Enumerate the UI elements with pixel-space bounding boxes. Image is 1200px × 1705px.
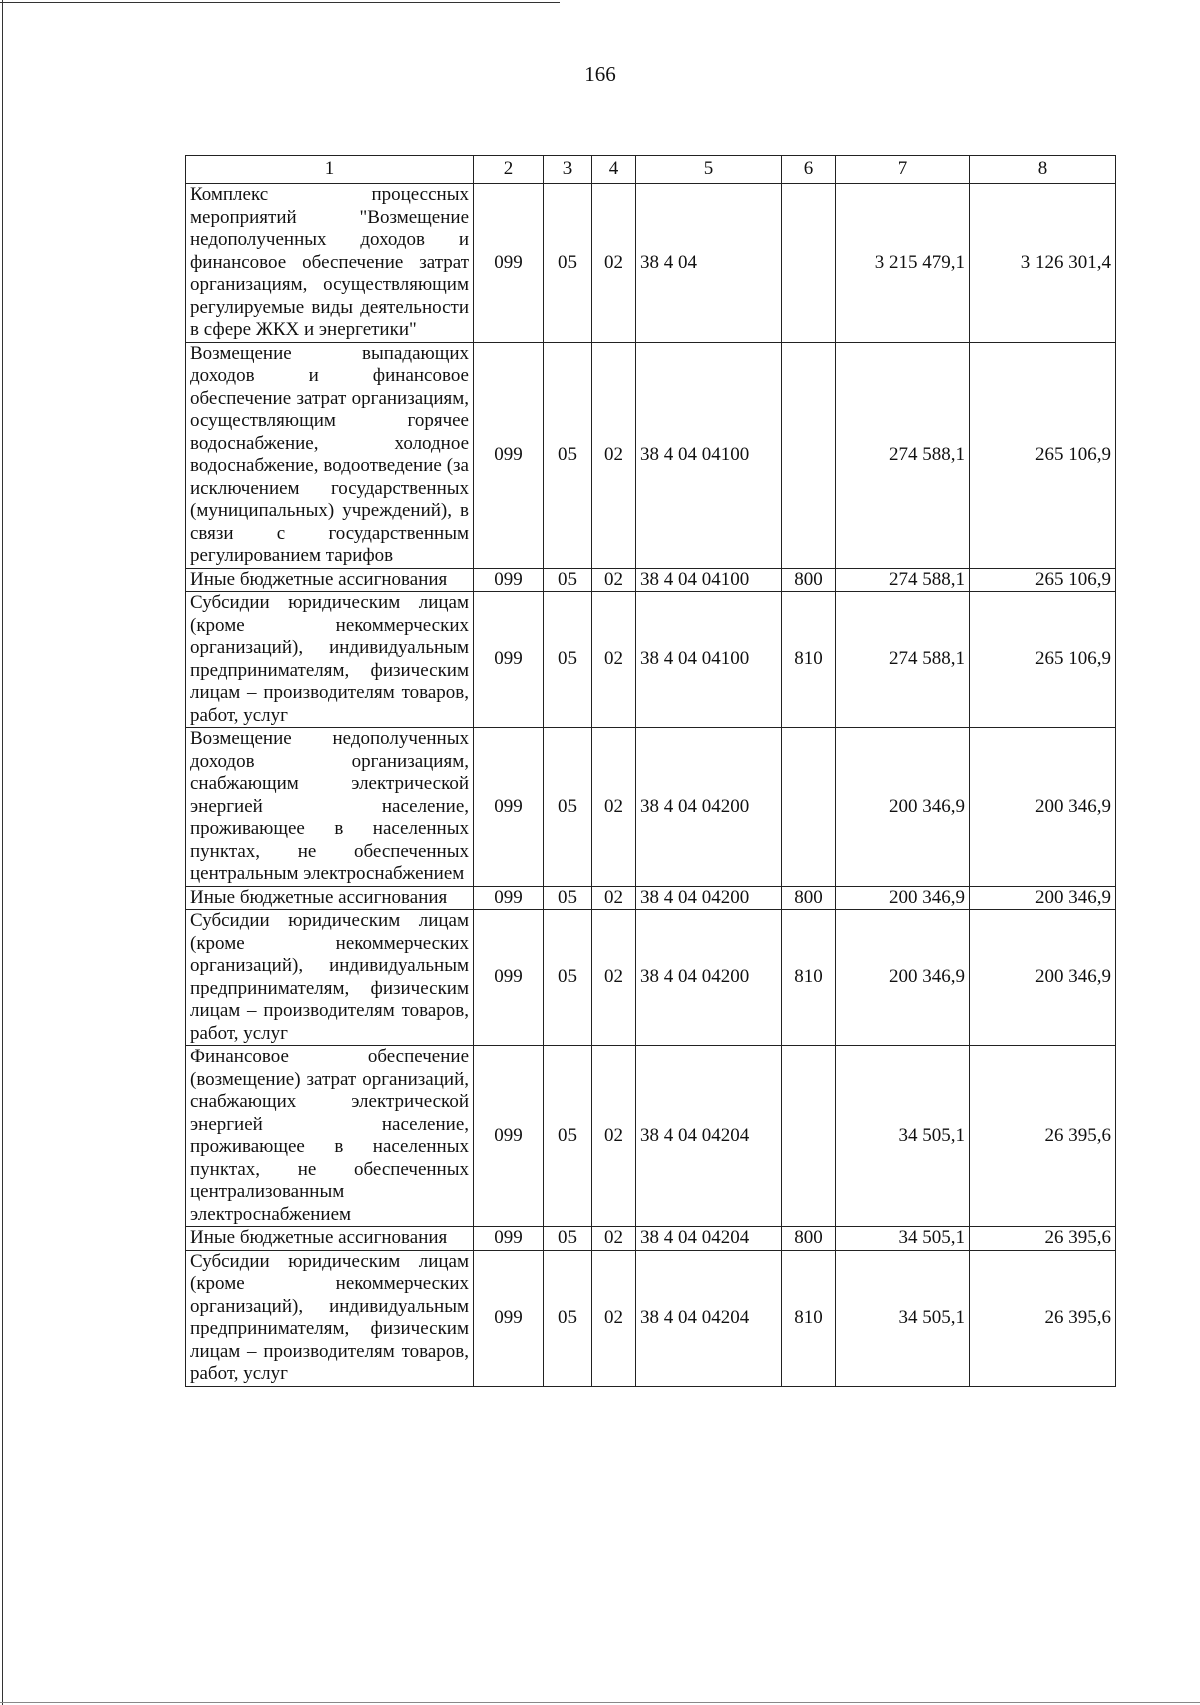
amount-col-7: 200 346,9 — [836, 728, 970, 887]
amount-col-7: 274 588,1 — [836, 592, 970, 728]
ministry-code: 099 — [474, 886, 544, 910]
subsection-code: 02 — [592, 342, 636, 568]
scan-edge-left — [2, 0, 3, 1705]
row-name: Иные бюджетные ассигнования — [186, 568, 474, 592]
amount-col-8: 200 346,9 — [970, 728, 1116, 887]
subsection-code: 02 — [592, 1250, 636, 1386]
target-article-code: 38 4 04 04204 — [636, 1227, 782, 1251]
amount-col-7: 274 588,1 — [836, 568, 970, 592]
target-article-code: 38 4 04 04204 — [636, 1250, 782, 1386]
amount-col-7: 3 215 479,1 — [836, 184, 970, 343]
section-code: 05 — [544, 1227, 592, 1251]
amount-col-7: 200 346,9 — [836, 910, 970, 1046]
table-row — [186, 728, 1116, 887]
section-code: 05 — [544, 592, 592, 728]
header-cell: 7 — [836, 156, 970, 184]
expense-type-code: 800 — [782, 886, 836, 910]
header-cell: 8 — [970, 156, 1116, 184]
amount-col-8: 26 395,6 — [970, 1046, 1116, 1227]
section-code: 05 — [544, 1046, 592, 1227]
subsection-code: 02 — [592, 568, 636, 592]
section-code: 05 — [544, 342, 592, 568]
section-code: 05 — [544, 910, 592, 1046]
amount-col-7: 274 588,1 — [836, 342, 970, 568]
amount-col-8: 26 395,6 — [970, 1227, 1116, 1251]
budget-table — [185, 155, 1116, 1387]
row-name: Субсидии юридическим лицам (кроме некоммерческих организаций), индивидуальным предпринимателям, физическим лицам – производителям товаров, работ, услуг — [186, 592, 474, 728]
table-row — [186, 592, 1116, 728]
row-name: Комплекс процессных мероприятий "Возмещение недополученных доходов и финансовое обеспечение затрат организациям, осуществляющим регулируемые виды деятельности в сфере ЖКХ и энергетики" — [186, 184, 474, 343]
section-code: 05 — [544, 184, 592, 343]
header-cell: 3 — [544, 156, 592, 184]
expense-type-code: 810 — [782, 910, 836, 1046]
expense-type-code — [782, 184, 836, 343]
table-row — [186, 568, 1116, 592]
subsection-code: 02 — [592, 886, 636, 910]
amount-col-7: 34 505,1 — [836, 1250, 970, 1386]
header-cell: 6 — [782, 156, 836, 184]
row-name: Иные бюджетные ассигнования — [186, 1227, 474, 1251]
subsection-code: 02 — [592, 1046, 636, 1227]
page-number: 166 — [584, 62, 616, 86]
target-article-code: 38 4 04 04200 — [636, 910, 782, 1046]
amount-col-7: 200 346,9 — [836, 886, 970, 910]
target-article-code: 38 4 04 04100 — [636, 342, 782, 568]
header-cell: 5 — [636, 156, 782, 184]
scan-edge-bottom — [0, 1702, 1200, 1703]
target-article-code: 38 4 04 04200 — [636, 728, 782, 887]
header-cell: 2 — [474, 156, 544, 184]
table-row — [186, 342, 1116, 568]
target-article-code: 38 4 04 04204 — [636, 1046, 782, 1227]
ministry-code: 099 — [474, 728, 544, 887]
subsection-code: 02 — [592, 910, 636, 1046]
table-row — [186, 1250, 1116, 1386]
target-article-code: 38 4 04 04100 — [636, 568, 782, 592]
section-code: 05 — [544, 1250, 592, 1386]
table-row — [186, 184, 1116, 343]
row-name: Субсидии юридическим лицам (кроме некоммерческих организаций), индивидуальным предпринимателям, физическим лицам – производителям товаров, работ, услуг — [186, 1250, 474, 1386]
expense-type-code — [782, 728, 836, 887]
scan-edge-top — [0, 2, 560, 3]
ministry-code: 099 — [474, 568, 544, 592]
ministry-code: 099 — [474, 1046, 544, 1227]
amount-col-8: 200 346,9 — [970, 910, 1116, 1046]
ministry-code: 099 — [474, 910, 544, 1046]
row-name: Субсидии юридическим лицам (кроме некоммерческих организаций), индивидуальным предпринимателям, физическим лицам – производителям товаров, работ, услуг — [186, 910, 474, 1046]
expense-type-code — [782, 342, 836, 568]
amount-col-7: 34 505,1 — [836, 1046, 970, 1227]
row-name: Иные бюджетные ассигнования — [186, 886, 474, 910]
table-row — [186, 886, 1116, 910]
target-article-code: 38 4 04 04200 — [636, 886, 782, 910]
table-row — [186, 1046, 1116, 1227]
section-code: 05 — [544, 728, 592, 887]
target-article-code: 38 4 04 — [636, 184, 782, 343]
amount-col-8: 265 106,9 — [970, 568, 1116, 592]
row-name: Возмещение выпадающих доходов и финансовое обеспечение затрат организациям, осуществляющим горячее водоснабжение, холодное водоснабжение, водоотведение (за исключением государственных (муниципальных) учреждений), в связи с государственным регулированием тарифов — [186, 342, 474, 568]
subsection-code: 02 — [592, 1227, 636, 1251]
amount-col-8: 265 106,9 — [970, 592, 1116, 728]
section-code: 05 — [544, 568, 592, 592]
amount-col-8: 3 126 301,4 — [970, 184, 1116, 343]
expense-type-code: 800 — [782, 1227, 836, 1251]
ministry-code: 099 — [474, 592, 544, 728]
amount-col-8: 265 106,9 — [970, 342, 1116, 568]
expense-type-code: 810 — [782, 592, 836, 728]
table-header-row — [186, 156, 1116, 184]
row-name: Финансовое обеспечение (возмещение) затрат организаций, снабжающих электрической энергией население, проживающее в населенных пунктах, не обеспеченных централизованным электроснабжением — [186, 1046, 474, 1227]
header-cell: 1 — [186, 156, 474, 184]
table-row — [186, 910, 1116, 1046]
expense-type-code: 810 — [782, 1250, 836, 1386]
table-row — [186, 1227, 1116, 1251]
ministry-code: 099 — [474, 184, 544, 343]
ministry-code: 099 — [474, 1227, 544, 1251]
target-article-code: 38 4 04 04100 — [636, 592, 782, 728]
subsection-code: 02 — [592, 184, 636, 343]
ministry-code: 099 — [474, 342, 544, 568]
header-cell: 4 — [592, 156, 636, 184]
expense-type-code: 800 — [782, 568, 836, 592]
amount-col-8: 26 395,6 — [970, 1250, 1116, 1386]
subsection-code: 02 — [592, 592, 636, 728]
expense-type-code — [782, 1046, 836, 1227]
ministry-code: 099 — [474, 1250, 544, 1386]
amount-col-7: 34 505,1 — [836, 1227, 970, 1251]
section-code: 05 — [544, 886, 592, 910]
amount-col-8: 200 346,9 — [970, 886, 1116, 910]
row-name: Возмещение недополученных доходов организациям, снабжающим электрической энергией население, проживающее в населенных пунктах, не обеспеченных центральным электроснабжением — [186, 728, 474, 887]
subsection-code: 02 — [592, 728, 636, 887]
